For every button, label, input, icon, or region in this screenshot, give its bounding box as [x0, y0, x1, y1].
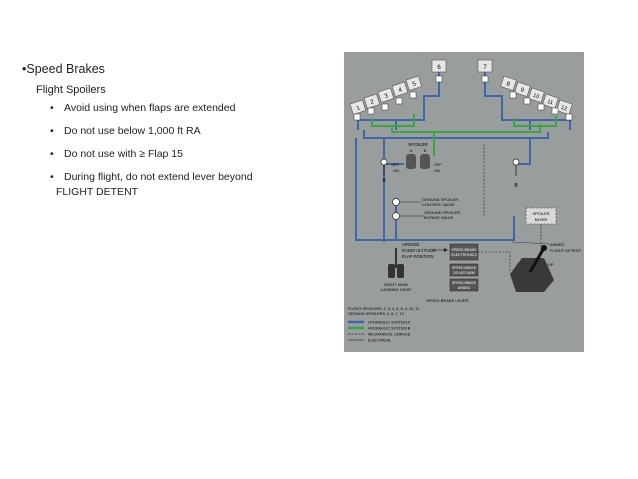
valve-title: SPOILER [408, 142, 428, 147]
bullet-text: Do not use with ≥ Flap 15 [64, 148, 183, 160]
do-not-arm-label: SPEED BRAKE [452, 266, 476, 270]
do-not-arm-label: DO NOT ARM [453, 271, 475, 275]
panel-number: 4 [397, 87, 403, 95]
bullet-item [50, 148, 342, 161]
switch-state: OFF [391, 163, 399, 167]
valve-b-label: B [423, 148, 427, 153]
spoiler-switch-b [420, 154, 430, 169]
bullet-item [50, 125, 342, 138]
input-label: AIR/GND [402, 242, 420, 247]
panel-number: 2 [369, 99, 375, 107]
panel-number: 7 [483, 65, 487, 71]
spoiler-switch-a [406, 154, 416, 169]
panel-number: 11 [546, 98, 554, 107]
panel-number: 3 [383, 93, 389, 101]
bullet-text: During flight, do not extend lever beyond [64, 171, 253, 183]
armed-detent-label: ARMED [550, 242, 565, 247]
panel-number: 9 [519, 87, 525, 95]
gsc-valve-label: CONTROL VALVE [422, 202, 455, 207]
gs-bypass-label: BYPASS VALVE [424, 215, 454, 220]
bullet-item [50, 102, 342, 115]
slide-subheading: Flight Spoilers [36, 84, 106, 96]
gsc-valve-label: GROUND SPOILER [422, 197, 459, 202]
legend-item: HYDRAULIC SYSTEM B [368, 326, 411, 331]
legend-line: FLIGHT SPOILERS: 2, 3, 4, 5, 8, 9, 10, 11 [348, 307, 420, 311]
legend-line: GROUND SPOILERS: 1, 6, 7, 12 [348, 312, 404, 316]
input-label: FLAP POSITION [402, 254, 434, 259]
switch-state: ON [434, 169, 440, 173]
panel-number: 12 [560, 104, 568, 113]
port-label: A [382, 178, 386, 184]
panel-number: 6 [437, 65, 441, 71]
panel-number: 10 [532, 92, 540, 101]
logic-box-label: ELECTRONICS [451, 253, 477, 257]
panel-number: 8 [505, 81, 511, 89]
bullet-item [50, 171, 342, 199]
legend-item: MECHANICAL LINKAGE [368, 332, 411, 337]
panel-number: 5 [411, 81, 417, 89]
switch-state: OFF [434, 163, 442, 167]
panel-number: 1 [355, 105, 361, 113]
logic-box-label: SPEED BRAKE [451, 248, 477, 252]
legend-item: HYDRAULIC SYSTEM A [368, 320, 410, 325]
slide-text [22, 62, 342, 209]
bullet-text: Avoid using when flaps are extended [64, 102, 236, 114]
bullet-text: Do not use below 1,000 ft RA [64, 125, 201, 137]
slide-heading: •Speed Brakes [22, 62, 105, 76]
lever-label: SPEED BRAKE LEVER [426, 298, 469, 303]
legend-item: ELECTRICAL [368, 338, 392, 343]
up-label: UP [548, 262, 554, 267]
armed-label: ARMED [457, 286, 471, 290]
speed-brake-diagram [344, 52, 584, 352]
mixer-label: MIXER [534, 217, 548, 222]
gs-bypass-label: GROUND SPOILER [424, 210, 461, 215]
diagram-svg [344, 52, 584, 352]
bullet-continuation: FLIGHT DETENT [56, 186, 139, 198]
valve-a-label: A [409, 148, 413, 153]
bullet-list [22, 102, 342, 199]
gear-label: RIGHT MAIN [384, 282, 408, 287]
input-label: RADIO ALTITUDE [402, 248, 437, 253]
port-label: B [514, 183, 518, 189]
armed-label: SPEED BRAKE [452, 281, 476, 285]
gear-label: LANDING GEAR [380, 287, 412, 292]
switch-state: ON [393, 169, 399, 173]
mixer-label: SPOILER [532, 211, 550, 216]
flight-detent-label: FLIGHT DETENT [550, 248, 582, 253]
